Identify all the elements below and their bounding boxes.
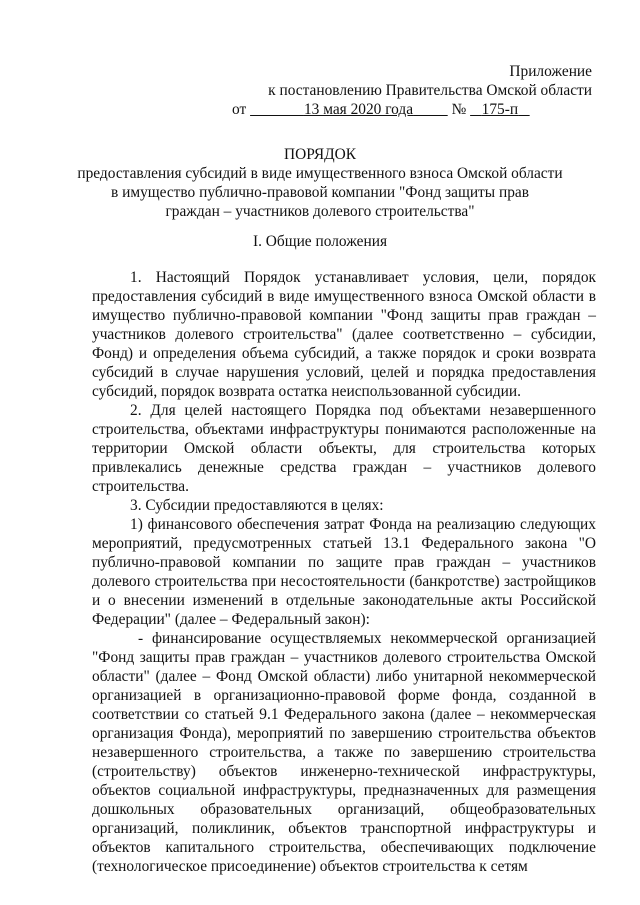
paragraph-3-item-1-bullet: - финансирование осуществляемых некоммерческой организацией "Фонд защиты прав граждан – участников долевого строительства Омской области" (далее – Фонд Омской области) либо унитарной некоммерческой организацией в организационно-правовой форме фонда, созданной в соответствии со статьей 9.1 Федерального закона (далее – некоммерческая организация Фонда), мероприятий по завершению строительства объектов незавершенного строительства, а также по завершению строительства (строительству) объектов инженерно-технической инфраструктуры, объектов социальной инфраструктуры, предназначенных для размещения дошкольных образовательных организаций, общеобразовательных организаций, поликлиник, объектов транспортной инфраструктуры и объектов капитального строительства, обеспечивающих подключение (технологическое присоединение) объектов строительства к сетям	[92, 630, 596, 875]
document-header	[232, 62, 592, 119]
paragraph-2: 2. Для целей настоящего Порядка под объектами незавершенного строительства, объектами инфраструктуры понимаются расположенные на территории Омской области объекты, для строительства которых привлекались денежные средства граждан – участников долевого строительства.	[92, 402, 596, 495]
title-heading: ПОРЯДОК	[284, 146, 356, 163]
paragraph-3-item-1: 1) финансового обеспечения затрат Фонда на реализацию следующих мероприятий, предусмотренных статьей 13.1 Федерального закона "О публично-правовой компании по защите прав граждан – участников долевого строительства при несостоятельности (банкротстве) застройщиков и о внесении изменений в отдельные законодательные акты Российской Федерации" (далее – Федеральный закон):	[92, 516, 596, 628]
date-value: 13 мая 2020 года	[303, 101, 414, 118]
title-line-1: предоставления субсидий в виде имущественного взноса Омской области	[77, 165, 563, 182]
resolution-reference: к постановлению Правительства Омской области	[268, 82, 592, 99]
appendix-label: Приложение	[509, 63, 592, 80]
resolution-date-number	[232, 100, 592, 119]
paragraph-1: 1. Настоящий Порядок устанавливает условия, цели, порядок предоставления субсидий в виде имущественного взноса Омской области в имущество публично-правовой компании "Фонд защиты прав граждан – участников долевого строительства" (далее соответственно – субсидии, Фонд) и определения объема субсидий, а также порядок и сроки возврата субсидий в случае нарушения условий, целей и порядка предоставления субсидий, порядок возврата остатка неиспользованной субсидии.	[92, 269, 596, 400]
date-prefix: от	[232, 101, 247, 118]
number-prefix: №	[451, 101, 467, 118]
document-body	[92, 268, 596, 876]
title-line-3: граждан – участников долевого строительства"	[165, 203, 475, 220]
section-heading: I. Общие положения	[252, 233, 388, 250]
number-value: 175-п	[481, 101, 519, 118]
paragraph-3: 3. Субсидии предоставляются в целях:	[130, 497, 384, 514]
document-title	[0, 145, 640, 221]
title-line-2: в имущество публично-правовой компании "Фонд защиты прав	[110, 184, 530, 201]
